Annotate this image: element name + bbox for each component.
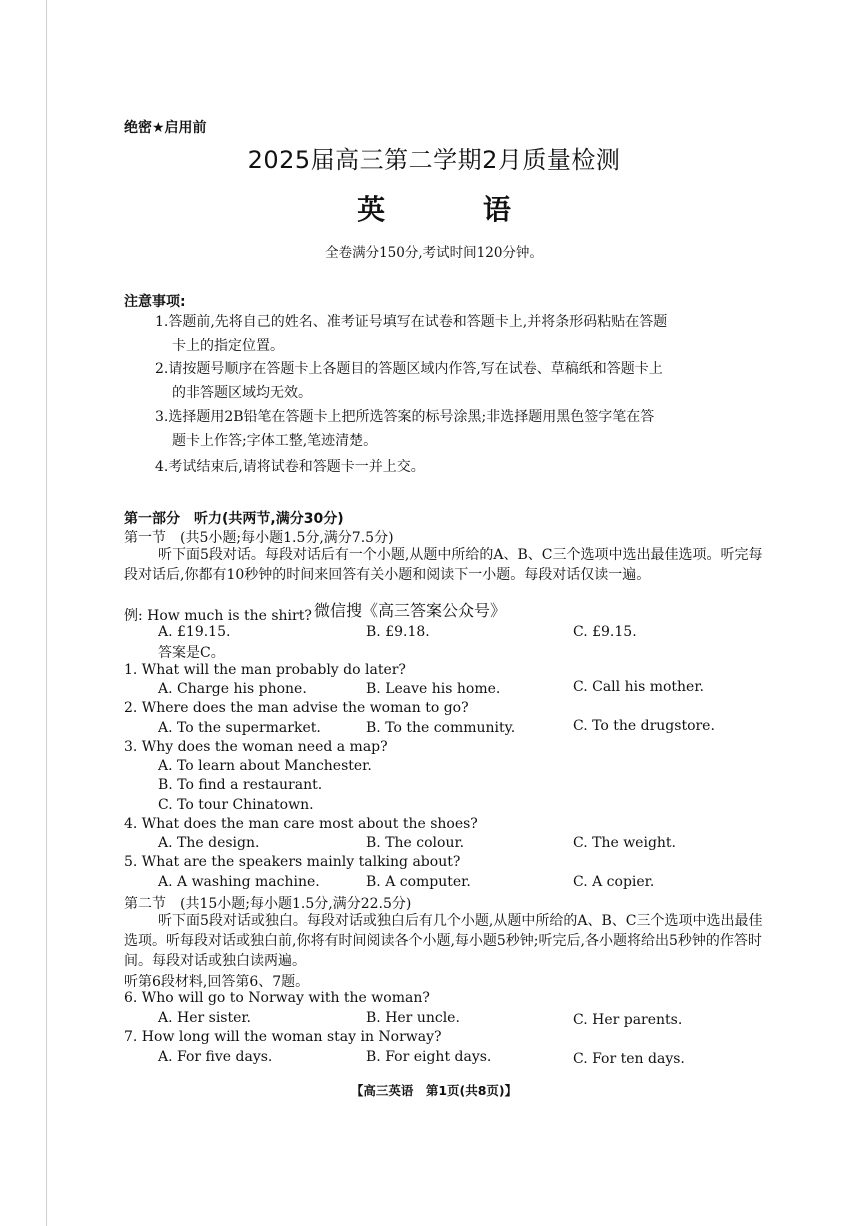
q3-option-b: B. To find a restaurant. (158, 777, 323, 793)
section1-instructions: 听下面5段对话。每段对话后有一个小题,从题中所给的A、B、C三个选项中选出最佳选项。听完每段对话后,你都有10秒钟的时间来回答有关小题和阅读下一小题。每段对话仅读一遍。 (124, 547, 763, 583)
note-line: 的非答题区域均无效。 (172, 385, 312, 401)
q6-option-a: A. Her sister. (158, 1010, 252, 1026)
q4-option-b: B. The colour. (366, 835, 465, 851)
q2-option-c: C. To the drugstore. (573, 718, 715, 734)
q7-option-a: A. For five days. (158, 1049, 273, 1065)
exam-title: 2025届高三第二学期2月质量检测 (247, 146, 621, 174)
q6-option-b: B. Her uncle. (366, 1010, 460, 1026)
q3-option-a: A. To learn about Manchester. (158, 758, 372, 774)
example-option-a: A. £19.15. (158, 624, 231, 640)
q2-option-a: A. To the supermarket. (158, 720, 321, 736)
question-3: 3. Why does the woman need a map? (124, 739, 388, 755)
note-line: 3.选择题用2B铅笔在答题卡上把所选答案的标号涂黑;非选择题用黑色签字笔在答 (155, 409, 655, 425)
section1-title: 第一节 (共5小题;每小题1.5分,满分7.5分) (124, 530, 394, 546)
q7-option-b: B. For eight days. (366, 1049, 492, 1065)
question-2: 2. Where does the man advise the woman to go? (124, 700, 469, 716)
q1-option-b: B. Leave his home. (366, 681, 501, 697)
note-item (155, 310, 775, 358)
question-7: 7. How long will the woman stay in Norway? (124, 1029, 442, 1045)
note-line: 卡上的指定位置。 (172, 338, 284, 354)
note-item (155, 455, 775, 479)
exam-meta: 全卷满分150分,考试时间120分钟。 (325, 245, 543, 261)
note-line: 2.请按题号顺序在答题卡上各题目的答题区域内作答,写在试卷、草稿纸和答题卡上 (155, 361, 663, 377)
q3-option-c: C. To tour Chinatown. (158, 797, 314, 813)
secret-label: 绝密★启用前 (124, 120, 207, 136)
q5-option-b: B. A computer. (366, 874, 471, 890)
example-question: 例: How much is the shirt? (124, 608, 312, 624)
example-answer: 答案是C。 (158, 645, 225, 661)
part1-title: 第一部分 听力(共两节,满分30分) (124, 511, 344, 527)
section2-title: 第二节 (共15小题;每小题1.5分,满分22.5分) (124, 896, 412, 912)
binding-line (46, 0, 47, 1226)
note-item (155, 357, 775, 405)
q6-option-c: C. Her parents. (573, 1012, 683, 1028)
q5-option-a: A. A washing machine. (158, 874, 320, 890)
note-line: 题卡上作答;字体工整,笔迹清楚。 (172, 433, 378, 449)
question-5: 5. What are the speakers mainly talking about? (124, 854, 461, 870)
question-1: 1. What will the man probably do later? (124, 662, 406, 678)
example-option-c: C. £9.15. (573, 624, 637, 640)
q2-option-b: B. To the community. (366, 720, 516, 736)
q1-option-a: A. Charge his phone. (158, 681, 307, 697)
subject-title: 英 语 (357, 193, 555, 226)
q4-option-c: C. The weight. (573, 835, 677, 851)
question-4: 4. What does the man care most about the shoes? (124, 816, 478, 832)
q4-option-a: A. The design. (158, 835, 260, 851)
watermark-text: 微信搜《高三答案公众号》 (314, 598, 506, 621)
note-item (155, 405, 775, 453)
example-option-b: B. £9.18. (366, 624, 430, 640)
notes-title: 注意事项: (124, 294, 186, 310)
section2-instructions: 听下面5段对话或独白。每段对话或独白后有几个小题,从题中所给的A、B、C三个选项中选出最佳选项。听每段对话或独白前,你将有时间阅读各个小题,每小题5秒钟;听完后,各小题将给出5秒钟的作答时间。每段对话或独白读两遍。 (124, 913, 763, 969)
q1-option-c: C. Call his mother. (573, 679, 704, 695)
material-note: 听第6段材料,回答第6、7题。 (124, 974, 310, 990)
q7-option-c: C. For ten days. (573, 1051, 685, 1067)
page-footer: 【高三英语 第1页(共8页)】 (350, 1083, 518, 1098)
q5-option-c: C. A copier. (573, 874, 655, 890)
note-line: 1.答题前,先将自己的姓名、准考证号填写在试卷和答题卡上,并将条形码粘贴在答题 (155, 314, 668, 330)
note-line: 4.考试结束后,请将试卷和答题卡一并上交。 (155, 459, 425, 475)
question-6: 6. Who will go to Norway with the woman? (124, 990, 430, 1006)
